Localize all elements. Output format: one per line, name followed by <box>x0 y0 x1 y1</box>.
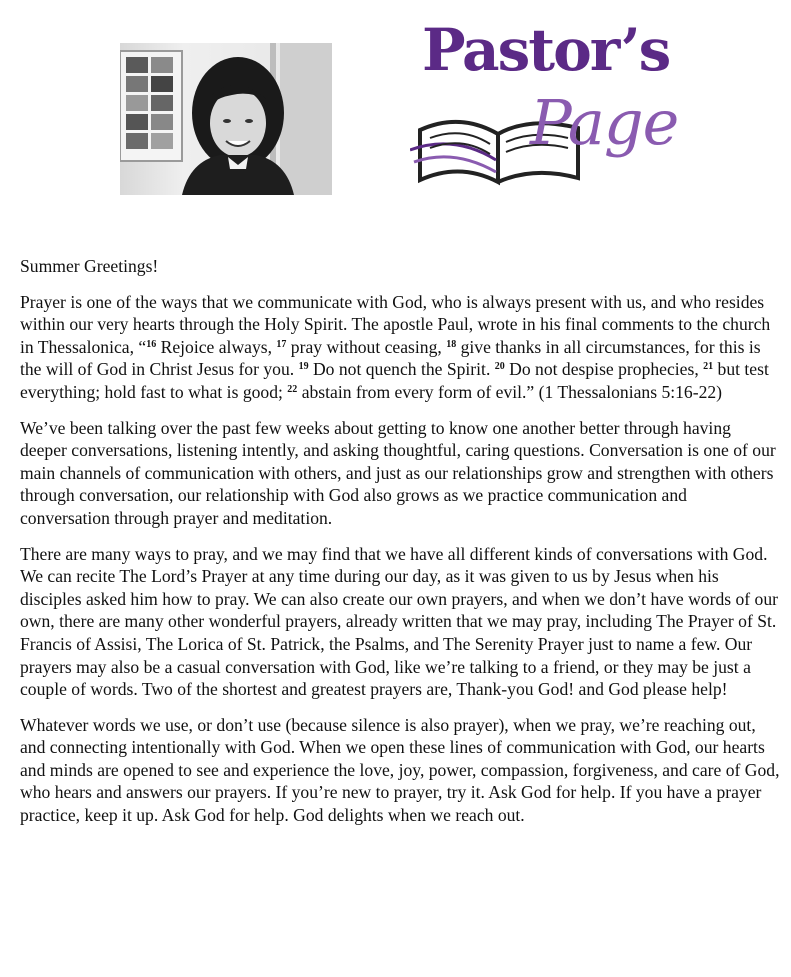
greeting: Summer Greetings! <box>20 256 159 276</box>
verse-number: 16 <box>146 338 157 350</box>
article-body <box>20 255 780 840</box>
p1-text-b: Rejoice always, <box>156 336 277 357</box>
p1-text-d: give thanks in all circumstances, for this is the will of God in Christ Jesus for you. <box>20 336 761 380</box>
paragraph-reaching-out: Whatever words we use, or don’t use (because silence is also prayer), when we pray, we’re reaching out, and connecting intentionally with God. When we open these lines of communication with God, our hearts and minds are opened to see and experience the love, joy, power, compassion, forgiveness, and care of God, who hears and answers our prayers. If you’re new to prayer, try it. Ask God for help. If you have a prayer practice, keep it up. Ask God for help. God delights when we reach out. <box>20 714 780 826</box>
pastors-page-logo <box>410 16 679 190</box>
verse-number: 18 <box>446 338 457 350</box>
p1-text-h: abstain from every form of evil.” (1 Thessalonians 5:16-22) <box>297 381 723 402</box>
paragraph-scripture <box>20 291 780 404</box>
verse-number: 19 <box>298 361 309 373</box>
paragraph-conversation: We’ve been talking over the past few weeks about getting to know one another better through having deeper conversations, listening intently, and asking thoughtful, caring questions. Conversation is one of our main channels of communication with others, and just as our relationships grow and strengthen with others through conversation, our relationship with God also grows as we practice communication and conversation through prayer and meditation. <box>20 417 776 528</box>
paragraph-ways-to-pray: There are many ways to pray, and we may find that we have all different kinds of conversations with God. We can recite The Lord’s Prayer at any time during our day, as it was given to us by Jesus when his disciples asked him how to pray. We can also create our own prayers, and when we don’t have words of our own, there are many other wonderful prayers, already written that we may pray, including The Prayer of St. Francis of Assisi, The Lorica of St. Patrick, the Psalms, and The Serenity Prayer just to name a few. Our prayers may also be a casual conversation with God, like we’re talking to a friend, or they may be just a couple of words. Two of the shortest and greatest prayers are, Thank-you God! and God please help! <box>20 543 778 700</box>
verse-number: 20 <box>494 361 505 373</box>
p1-text-f: Do not despise prophecies, <box>504 359 704 380</box>
p1-text-e: Do not quench the Spirit. <box>308 359 495 380</box>
p1-text-a: Prayer is one of the ways that we communicate with God, who is always present with us, and who resides within our very hearts through the Holy Spirit. The apostle Paul, wrote in his final comments to the church in Thessalonica, “ <box>20 291 771 357</box>
verse-number: 21 <box>703 361 714 373</box>
p1-text-c: pray without ceasing, <box>286 336 447 357</box>
verse-number: 17 <box>276 338 287 350</box>
verse-number: 22 <box>287 383 298 395</box>
logo-title-word-2: Page <box>530 86 679 159</box>
p1-text-g: but test everything; hold fast to what is good; <box>20 359 769 402</box>
pastor-photo <box>120 43 332 195</box>
logo-title-word-1: Pastor’s <box>422 16 670 84</box>
